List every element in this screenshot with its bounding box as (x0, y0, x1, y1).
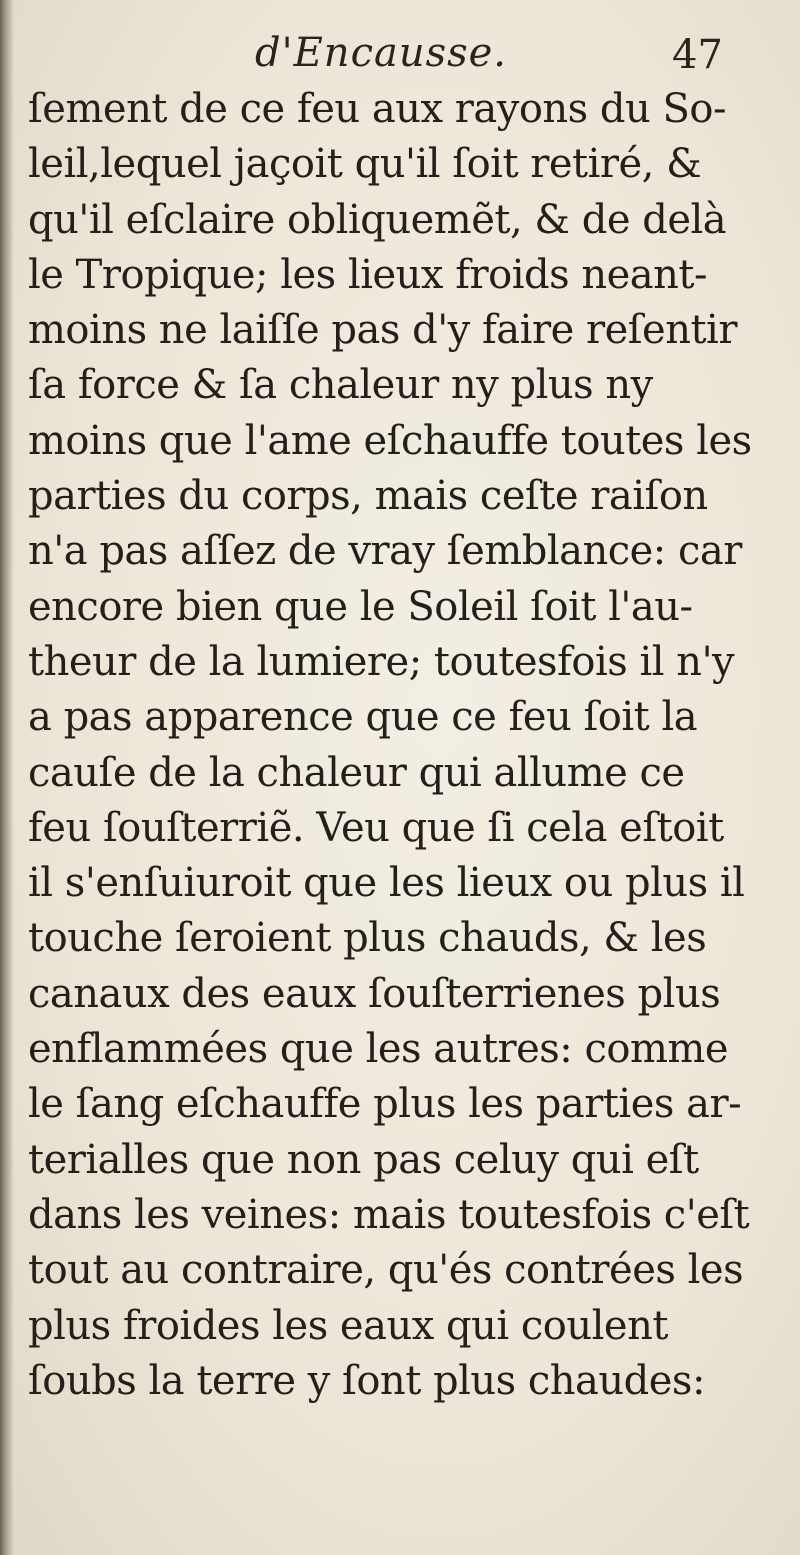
text-line: il s'enſuiuroit que les lieux ou plus il (28, 860, 745, 907)
text-line: moins ne laiſſe pas d'y faire reſentir (28, 307, 737, 354)
spine-shadow (0, 0, 14, 1555)
text-line: ſoubs la terre y ſont plus chaudes: (28, 1357, 705, 1404)
text-line: enflammées que les autres: comme (28, 1026, 728, 1073)
running-head: d'Encausse. (255, 30, 508, 76)
body-text (28, 82, 788, 1409)
text-line: moins que l'ame eſchauffe toutes les (28, 417, 752, 464)
text-line: le ſang eſchauffe plus les parties ar- (28, 1081, 742, 1128)
text-line: dans les veines: mais toutesfois c'eſt (28, 1191, 750, 1238)
text-line: cauſe de la chaleur qui allume ce (28, 749, 685, 796)
text-line: canaux des eaux ſouſterrienes plus (28, 970, 721, 1017)
text-line: plus froides les eaux qui coulent (28, 1302, 668, 1349)
text-line: n'a pas aſſez de vray ſemblance: car (28, 528, 742, 575)
text-line: ſement de ce feu aux rayons du So- (28, 86, 726, 132)
text-line: tout au contraire, qu'és contrées les (28, 1247, 744, 1294)
text-line: theur de la lumiere; toutesfois il n'y (28, 638, 735, 685)
text-line: qu'il eſclaire obliquemẽt, & de delà (28, 196, 727, 243)
text-line: encore bien que le Soleil ſoit l'au- (28, 583, 693, 630)
text-line: ſa force & ſa chaleur ny plus ny (28, 362, 653, 409)
text-line: leil,lequel jaçoit qu'il ſoit retiré, & (28, 141, 702, 188)
page-number: 47 (672, 32, 723, 78)
text-line: touche ſeroient plus chauds, & les (28, 915, 707, 962)
text-line: a pas apparence que ce feu ſoit la (28, 694, 698, 741)
text-line: parties du corps, mais ceſte raiſon (28, 473, 708, 520)
page-header (0, 18, 800, 88)
text-line: terialles que non pas celuy qui eſt (28, 1136, 699, 1183)
text-line: le Tropique; les lieux froids neant- (28, 251, 707, 298)
text-line: feu ſouſterriẽ. Veu que ſi cela eſtoit (28, 804, 724, 851)
